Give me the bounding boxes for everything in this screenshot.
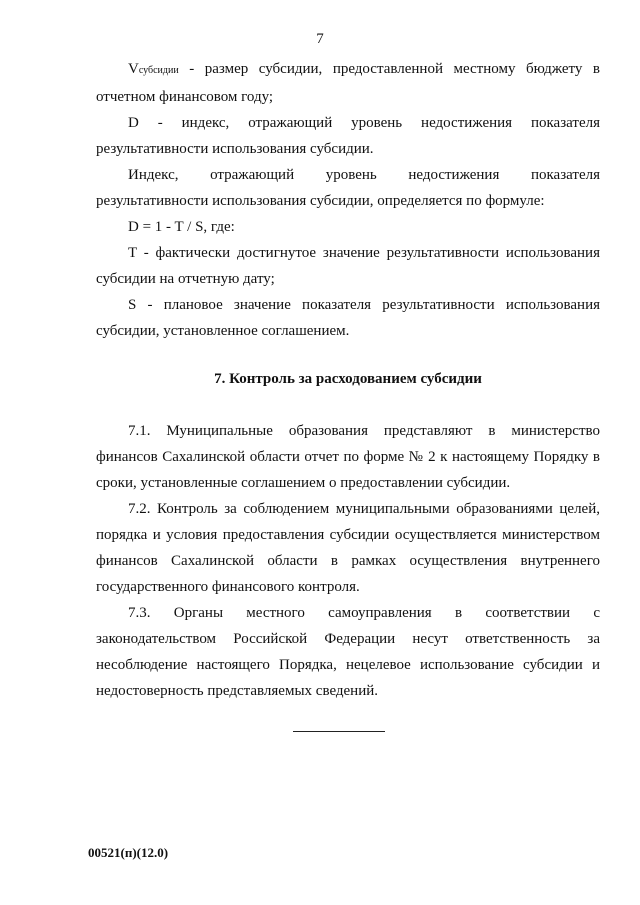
page-number: 7 (316, 31, 324, 47)
definition-s: S - плановое значение показателя результативности использования субсидии, установленное соглашением. (96, 297, 600, 339)
definition-d: D - индекс, отражающий уровень недостижения показателя результативности использования субсидии. (96, 115, 600, 157)
section-body (96, 418, 600, 704)
section-title: 7. Контроль за расходованием субсидии (214, 371, 482, 387)
paragraph-7-2: 7.2. Контроль за соблюдением муниципальными образованиями целей, порядка и условия предоставления субсидии осуществляется министерством финансов Сахалинской области в рамках осуществления внутреннего государственного финансового контроля. (96, 501, 600, 595)
paragraph-7-1: 7.1. Муниципальные образования представляют в министерство финансов Сахалинской области отчет по форме № 2 к настоящему Порядку в сроки, установленные соглашением о предоставлении субсидии. (96, 423, 600, 491)
v-text: - размер субсидии, предоставленной местному бюджету в отчетном финансовом году; (96, 61, 600, 105)
index-description: Индекс, отражающий уровень недостижения показателя результативности использования субсидии, определяется по формуле: (96, 167, 600, 209)
v-subscript: субсидии (138, 65, 179, 76)
formula: D = 1 - T / S, где: (128, 219, 235, 235)
v-symbol: V (128, 61, 139, 77)
document-code: 00521(п)(12.0) (88, 845, 169, 860)
end-divider (293, 731, 385, 732)
section-heading-block (96, 366, 600, 392)
definition-v (96, 56, 600, 110)
paragraph-7-3: 7.3. Органы местного самоуправления в соответствии с законодательством Российской Федерации несут ответственность за несоблюдение настоящего Порядка, нецелевое использование субсидии и недостоверность представляемых сведений. (96, 605, 600, 699)
definitions-block (96, 56, 600, 344)
definition-t: T - фактически достигнутое значение результативности использования субсидии на отчетную дату; (96, 245, 600, 287)
